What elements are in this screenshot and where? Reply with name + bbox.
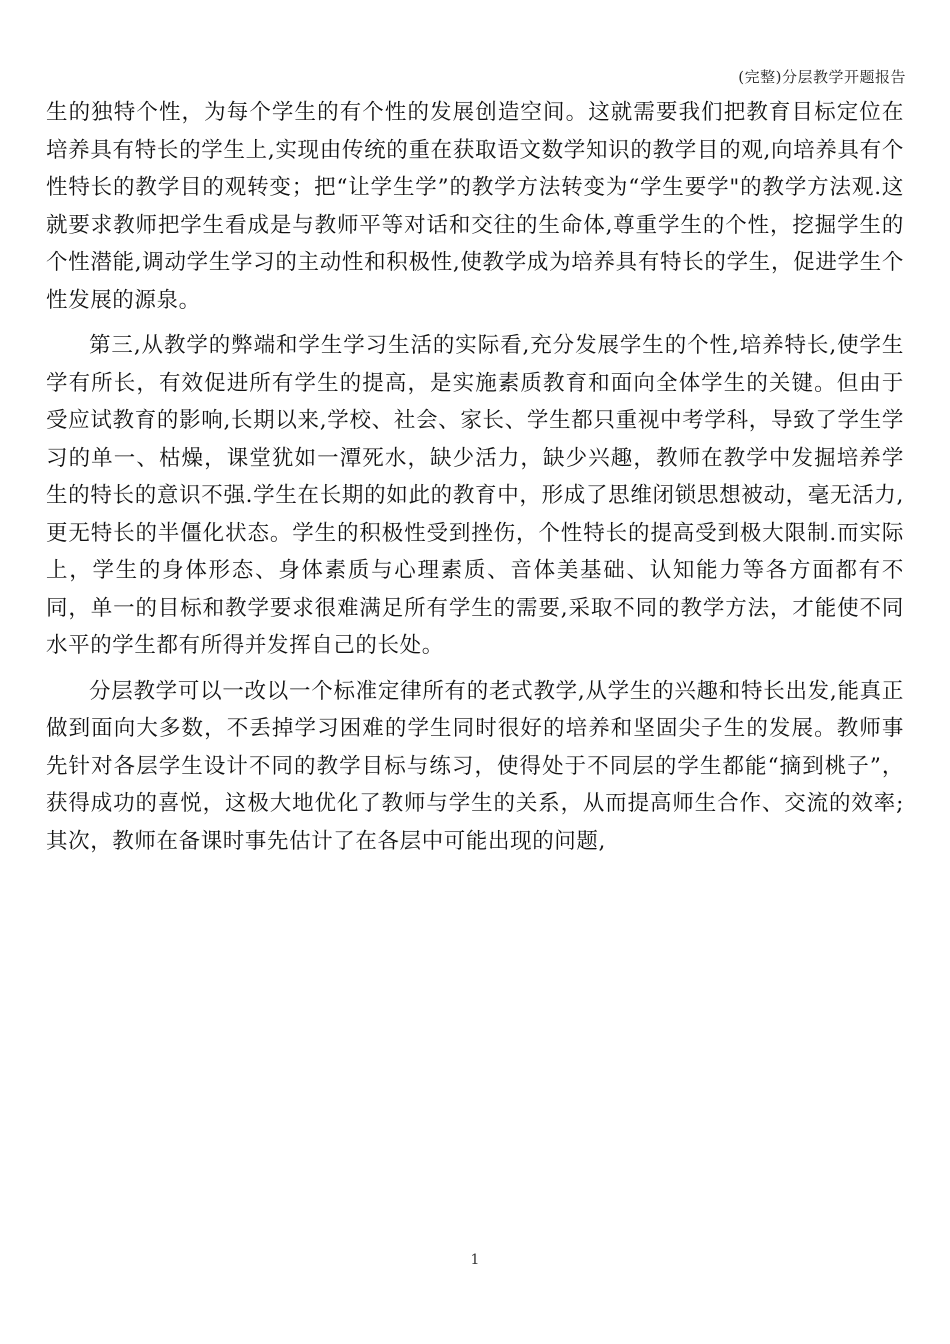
paragraph-third-point: 第三,从教学的弊端和学生学习生活的实际看,充分发展学生的个性,培养特长,使学生学有所长，有效促进所有学生的提高，是实施素质教育和面向全体学生的关键。但由于受应试教育的影响,长期以来,学校、社会、家长、学生都只重视中考学科，导致了学生学习的单一、枯燥，课堂犹如一潭死水，缺少活力，缺少兴趣，教师在教学中发掘培养学生的特长的意识不强.学生在长期的如此的教育中，形成了思维闭锁思想被动，毫无活力,更无特长的半僵化状态。学生的积极性受到挫伤，个性特长的提高受到极大限制.而实际上，学生的身体形态、身体素质与心理素质、音体美基础、认知能力等各方面都有不同，单一的目标和教学要求很难满足所有学生的需要,采取不同的教学方法，才能使不同水平的学生都有所得并发挥自己的长处。 (46, 333, 904, 658)
page-number: 1 (470, 1252, 480, 1268)
paragraph-continued: 生的独特个性，为每个学生的有个性的发展创造空间。这就需要我们把教育目标定位在培养具有特长的学生上,实现由传统的重在获取语文数学知识的教学目的观,向培养具有个性特长的教学目的观转变；把“让学生学”的教学方法转变为“学生要学"的教学方法观.这就要求教师把学生看成是与教师平等对话和交往的生命体,尊重学生的个性，挖掘学生的个性潜能,调动学生学习的主动性和积极性,使教学成为培养具有特长的学生，促进学生个性发展的源泉。 (46, 100, 904, 313)
document-body (46, 94, 904, 860)
paragraph-layered-teaching: 分层教学可以一改以一个标准定律所有的老式教学,从学生的兴趣和特长出发,能真正做到面向大多数，不丢掉学习困难的学生同时很好的培养和坚固尖子生的发展。教师事先针对各层学生设计不同的教学目标与练习，使得处于不同层的学生都能“摘到桃子”，获得成功的喜悦，这极大地优化了教师与学生的关系，从而提高师生合作、交流的效率;其次，教师在备课时事先估计了在各层中可能出现的问题, (46, 678, 904, 854)
document-header-title: (完整)分层教学开题报告 (738, 68, 906, 86)
